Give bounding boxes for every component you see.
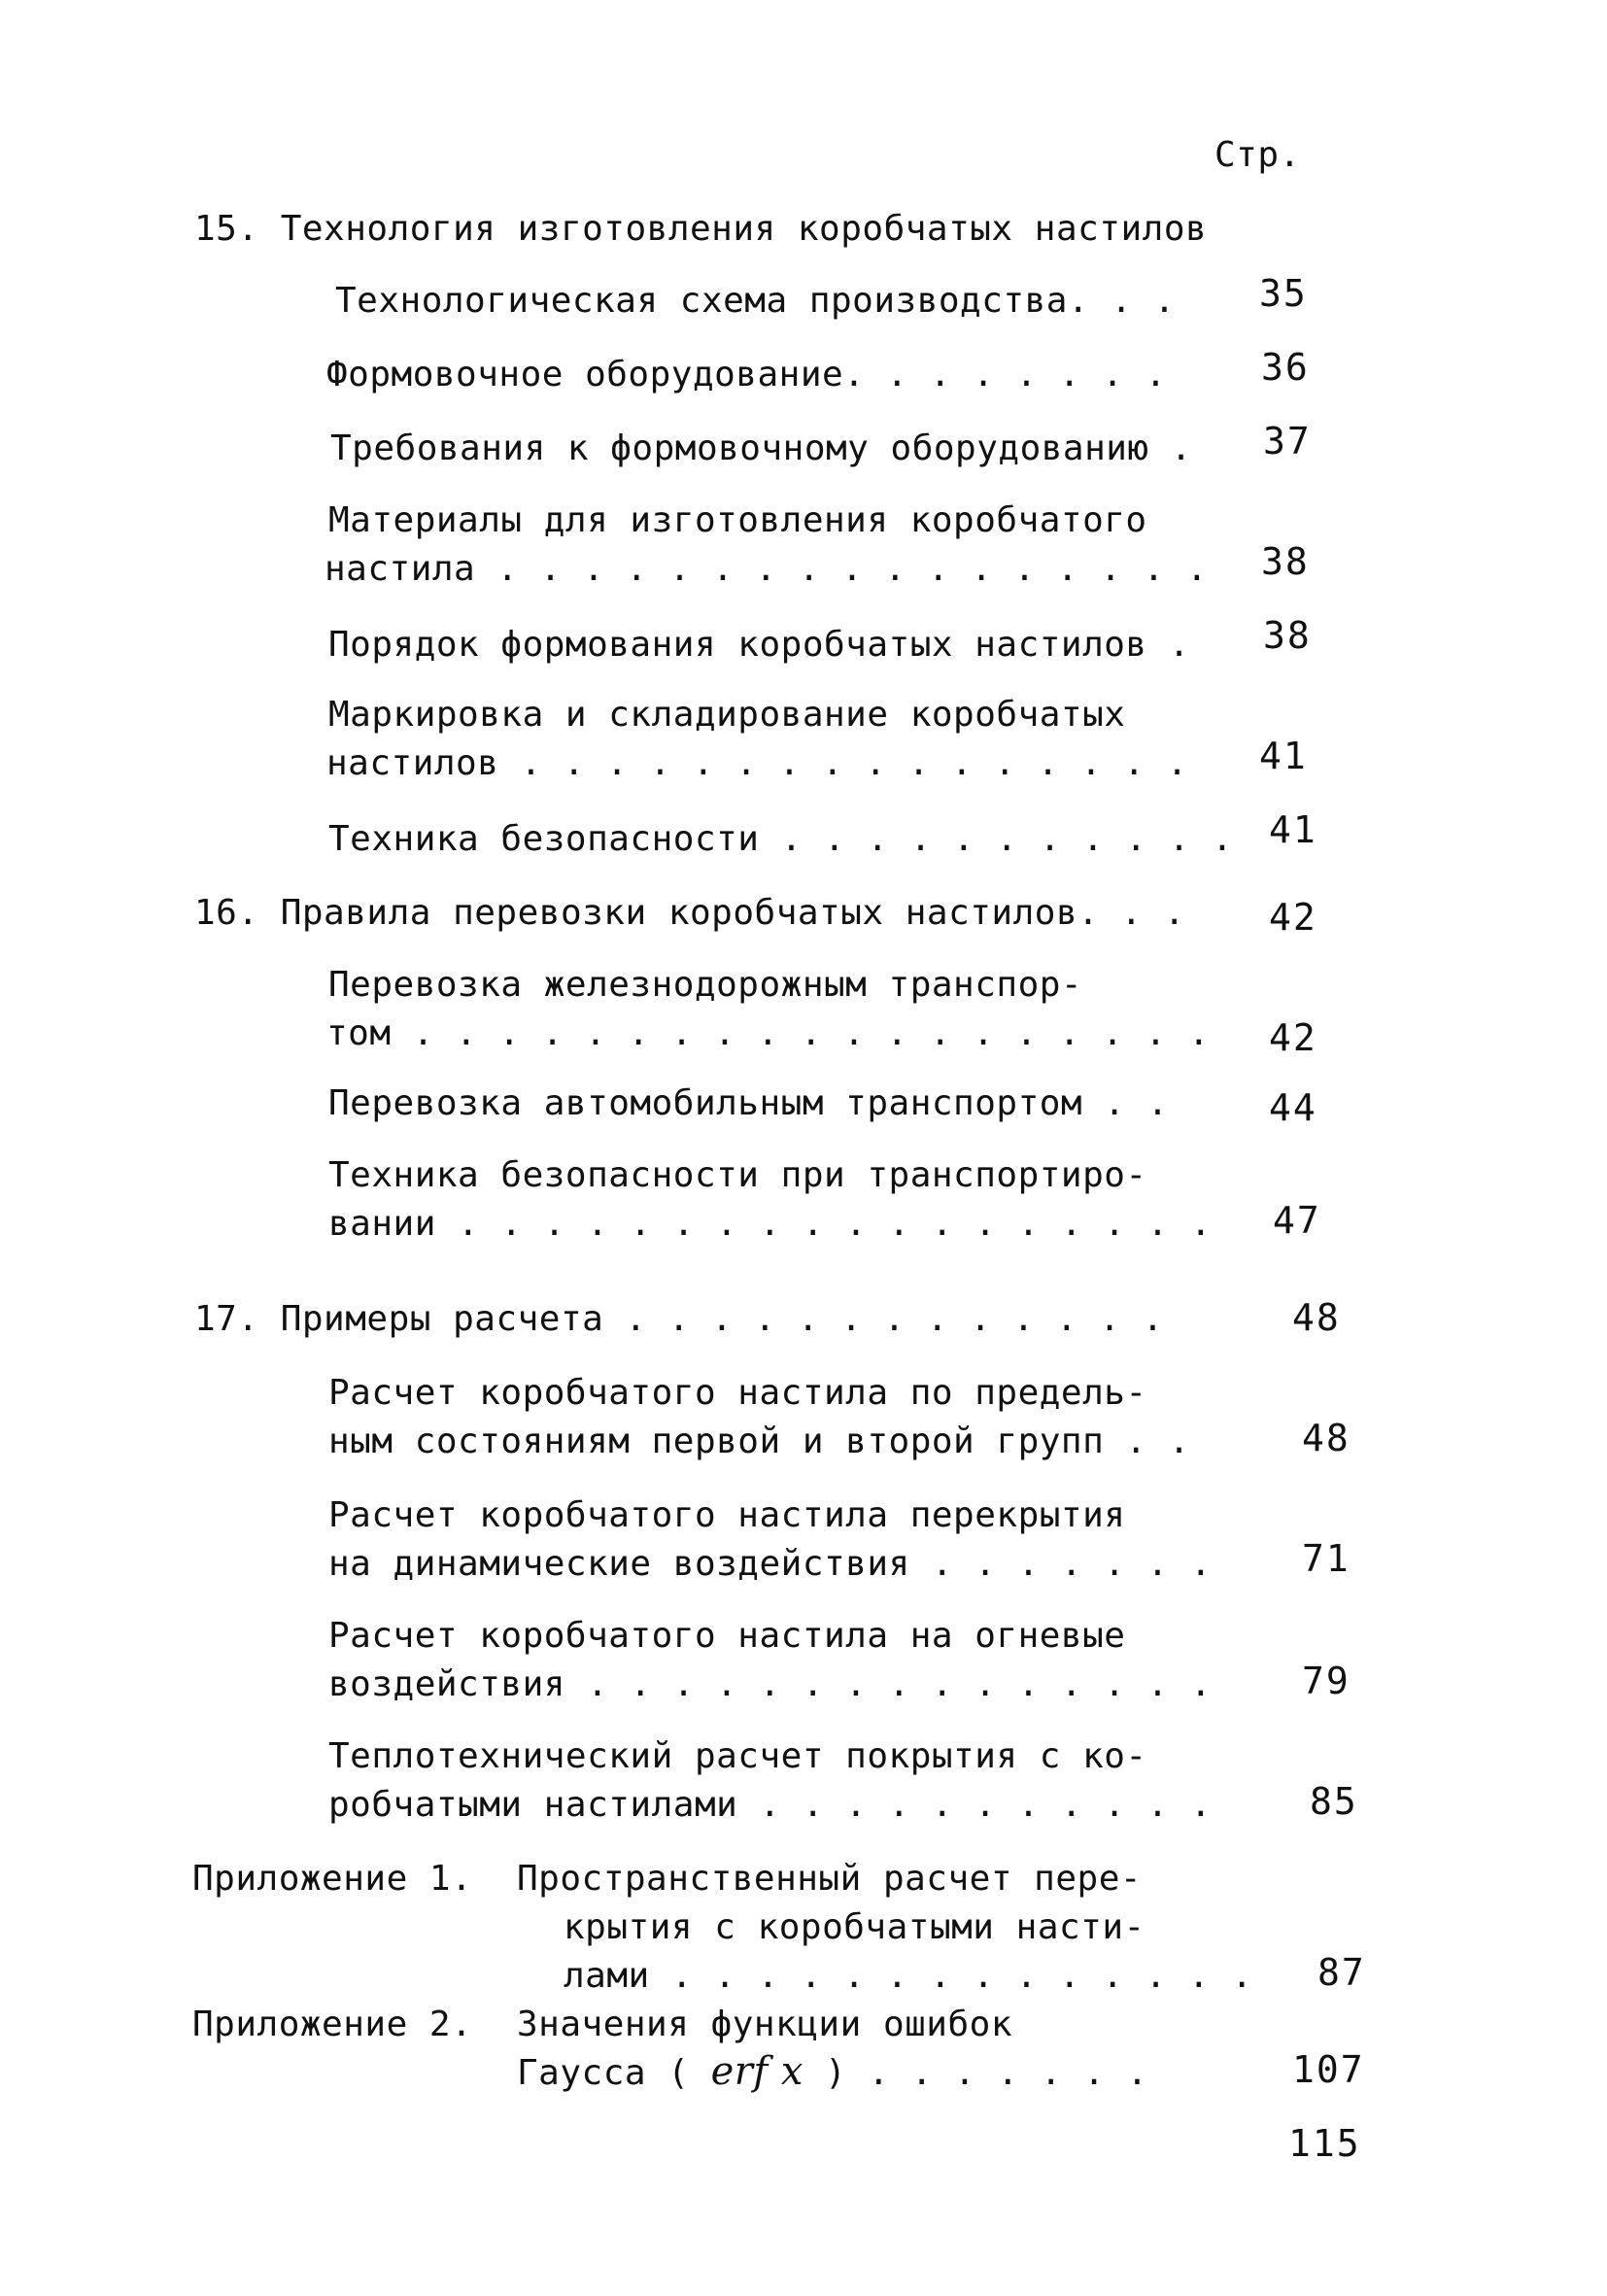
toc-entry-page: 71 (1302, 1537, 1351, 1580)
toc-entry-page: 36 (1261, 346, 1310, 389)
toc-entry-text-cont: настилов . . . . . . . . . . . . . . . . (326, 743, 1188, 783)
toc-entry-page: 48 (1302, 1417, 1351, 1459)
section-17-title: 17. Примеры расчета . . . . . . . . . . . . . (194, 1299, 1164, 1339)
toc-entry-text: Расчет коробчатого настила по предель- (328, 1373, 1147, 1413)
toc-entry-page: 42 (1269, 1016, 1317, 1059)
toc-entry-page: 85 (1310, 1780, 1358, 1823)
appendix-2-page: 107 (1292, 2048, 1365, 2091)
page-column-label: Стр. (1214, 135, 1301, 175)
toc-entry-text-cont: робчатыми настилами . . . . . . . . . . . (328, 1785, 1213, 1825)
appendix-2-text-cont (517, 2048, 1148, 2097)
section-16-title: 16. Правила перевозки коробчатых настилов. . . (194, 893, 1185, 933)
toc-entry-text: Маркировка и складирование коробчатых (328, 695, 1126, 735)
toc-entry-text: Теплотехнический расчет покрытия с ко- (328, 1736, 1147, 1776)
toc-entry-page: 41 (1259, 735, 1308, 777)
appendix-2-text-pre: Гаусса ( (517, 2053, 690, 2093)
toc-entry-text: Формовочное оборудование. . . . . . . . (326, 355, 1167, 394)
section-17-page: 48 (1292, 1296, 1341, 1339)
toc-entry-page: 44 (1269, 1086, 1317, 1129)
section-16-page: 42 (1269, 896, 1317, 939)
toc-entry-text: Техника безопасности при транспортиро- (328, 1155, 1147, 1195)
toc-entry-page: 79 (1302, 1660, 1351, 1702)
appendix-2-text-post: ) . . . . . . . (825, 2053, 1148, 2093)
toc-entry-text: Материалы для изготовления коробчатого (328, 500, 1147, 540)
toc-entry-text-cont: воздействия . . . . . . . . . . . . . . . (328, 1664, 1213, 1704)
toc-entry-text-cont: на динамические воздействия . . . . . . . (328, 1544, 1213, 1584)
appendix-1-text: Пространственный расчет пере- (517, 1859, 1143, 1899)
toc-entry-text: Технологическая схема производства. . . (335, 281, 1176, 321)
toc-entry-text: Порядок формования коробчатых настилов . (328, 625, 1190, 665)
toc-entry-text: Расчет коробчатого настила перекрытия (328, 1495, 1126, 1535)
toc-entry-page: 35 (1259, 272, 1308, 315)
toc-entry-page: 47 (1273, 1199, 1321, 1242)
toc-entry-page: 41 (1269, 808, 1317, 851)
toc-entry-page: 38 (1261, 540, 1310, 583)
toc-entry-text-cont: настила . . . . . . . . . . . . . . . . . (325, 549, 1209, 589)
erf-formula: erf x (710, 2049, 804, 2094)
toc-entry-text-cont: вании . . . . . . . . . . . . . . . . . . (328, 1204, 1213, 1244)
page-number: 115 (1288, 2122, 1361, 2165)
appendix-2-text: Значения функции ошибок (517, 2005, 1012, 2044)
appendix-1-text-cont: крытия с коробчатыми насти- (564, 1907, 1145, 1947)
section-15-title: 15. Технология изготовления коробчатых настилов (194, 209, 1208, 249)
toc-entry-text: Требования к формовочному оборудованию . (330, 428, 1192, 468)
appendix-1-page: 87 (1317, 1951, 1366, 1994)
toc-entry-text-cont: том . . . . . . . . . . . . . . . . . . . (326, 1013, 1211, 1053)
appendix-1-label: Приложение 1. (192, 1859, 473, 1899)
toc-entry-text: Техника безопасности . . . . . . . . . . . (328, 819, 1234, 859)
toc-entry-text: Перевозка железнодорожным транспор- (328, 965, 1083, 1005)
toc-entry-page: 37 (1263, 420, 1312, 463)
toc-entry-text-cont: ным состояниям первой и второй групп . . (328, 1422, 1190, 1461)
toc-entry-text: Перевозка автомобильным транспортом . . (328, 1083, 1169, 1123)
toc-entry-page: 38 (1263, 614, 1312, 657)
appendix-2-label: Приложение 2. (192, 2005, 473, 2044)
appendix-1-text-cont: лами . . . . . . . . . . . . . . (564, 1956, 1253, 1996)
toc-entry-text: Расчет коробчатого настила на огневые (328, 1616, 1126, 1656)
